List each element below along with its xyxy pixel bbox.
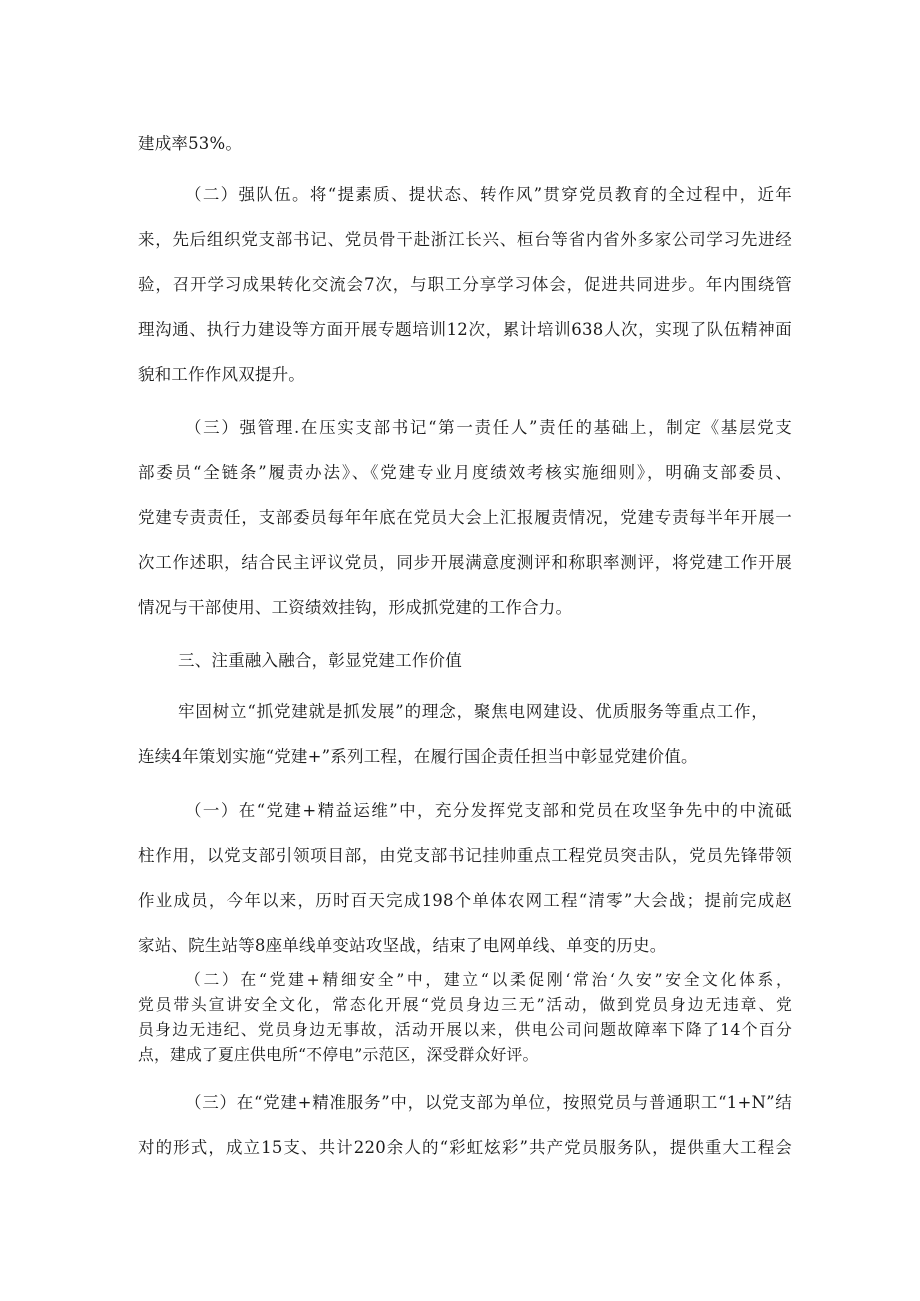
paragraph-line: 党建专责责任，支部委员每年年底在党员大会上汇报履责情况，党建专责每半年开展一 [138,508,792,527]
paragraph-line: 次工作述职，结合民主评议党员，同步开展满意度测评和称职率测评，将党建工作开展 [138,553,792,572]
paragraph-line: （二）强队伍。将“提素质、提状态、转作风”贯穿党员教育的全过程中，近年 [185,185,792,204]
paragraph-line: 作业成员，今年以来，历时百天完成198个单体农网工程“清零”大会战；提前完成赵 [138,891,792,910]
paragraph-line: 牢固树立“抓党建就是抓发展”的理念，聚焦电网建设、优质服务等重点工作， [178,702,768,721]
paragraph-line: （一）在“党建+精益运维”中，充分发挥党支部和党员在攻坚争先中的中流砥 [185,801,792,820]
paragraph-line: 验，召开学习成果转化交流会7次，与职工分享学习体会，促进共同进步。年内围绕管 [138,275,792,294]
paragraph-line: 对的形式，成立15支、共计220余人的“彩虹炫彩”共产党员服务队，提供重大工程会 [138,1138,792,1157]
paragraph-line: 家站、院生站等8座单线单变站攻坚战，结束了电网单线、单变的历史。 [138,936,667,955]
paragraph-line: 党员带头宣讲安全文化，常态化开展“党员身边三无”活动，做到党员身边无违章、党 [138,995,792,1014]
paragraph-line: 部委员“全链条”履责办法》、《党建专业月度绩效考核实施细则》，明确支部委员、 [138,463,792,482]
paragraph-line: （三）强管理.在压实支部书记“第一责任人”责任的基础上，制定《基层党支 [185,418,792,437]
paragraph-line: 来，先后组织党支部书记、党员骨干赴浙江长兴、桓台等省内省外多家公司学习先进经 [138,230,792,249]
paragraph-line: 建成率53%。 [138,134,243,153]
paragraph-line: 员身边无违纪、党员身边无事故，活动开展以来，供电公司问题故障率下降了14个百分 [138,1020,792,1039]
paragraph-line: 柱作用，以党支部引领项目部，由党支部书记挂帅重点工程党员突击队，党员先锋带领 [138,846,792,865]
paragraph-line: （三）在“党建+精准服务”中，以党支部为单位，按照党员与普通职工“1+N”结 [185,1093,792,1112]
paragraph-line: 点，建成了夏庄供电所“不停电”示范区，深受群众好评。 [138,1045,539,1064]
paragraph-line: （二）在“党建+精细安全”中，建立“以柔促刚‘常治‘久安”安全文化体系， [185,970,792,989]
paragraph-line: 貌和工作作风双提升。 [138,365,305,384]
paragraph-line: 理沟通、执行力建设等方面开展专题培训12次，累计培训638人次，实现了队伍精神面 [138,320,792,339]
paragraph-line: 情况与干部使用、工资绩效挂钩，形成抓党建的工作合力。 [138,598,573,617]
section-heading: 三、注重融入融合，彰显党建工作价值 [178,651,462,670]
paragraph-line: 连续4年策划实施“党建+”系列工程，在履行国企责任担当中彰显党建价值。 [138,747,698,766]
